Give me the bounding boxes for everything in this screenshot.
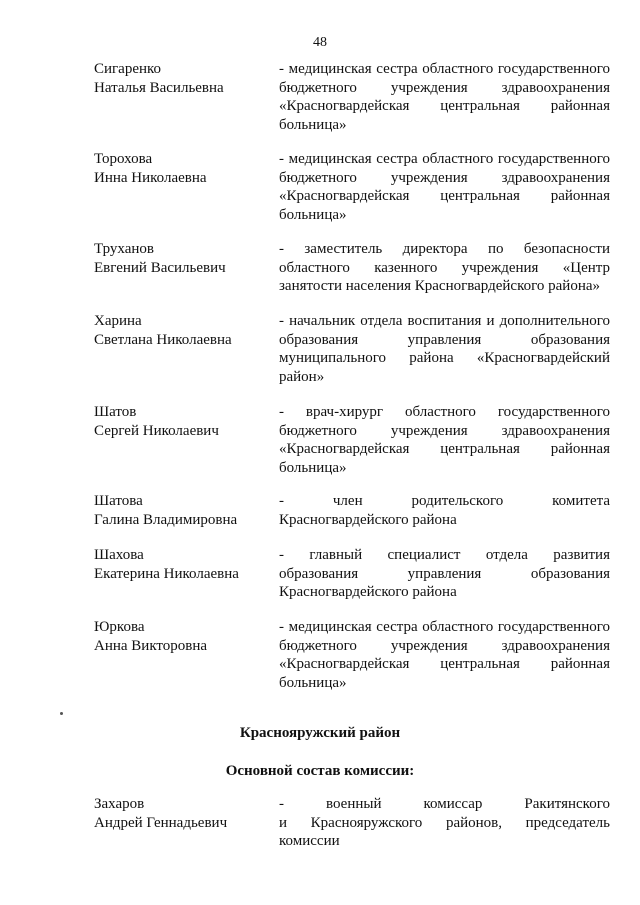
role-line: «Красногвардейская центральная районная	[279, 656, 610, 672]
role-line: больница»	[279, 674, 347, 691]
role-line: - врач-хирург областного государственного	[279, 404, 610, 420]
surname: Торохова	[94, 151, 153, 167]
role-line: - главный специалист отдела развития	[279, 547, 610, 563]
role-line: бюджетного учреждения здравоохранения	[279, 637, 610, 654]
given-names: Инна Николаевна	[94, 169, 207, 186]
role-line: комиссии	[279, 833, 340, 849]
role-line: «Красногвардейская центральная районная	[279, 188, 610, 204]
role-line: - заместитель директора по безопасности	[279, 241, 610, 257]
person-name	[94, 150, 272, 187]
given-names: Сергей Николаевич	[94, 422, 219, 439]
surname: Шатов	[94, 404, 137, 420]
role-line: - член родительского комитета	[279, 493, 610, 509]
role-description	[279, 492, 610, 529]
person-name	[94, 795, 272, 832]
given-names: Наталья Васильевна	[94, 79, 224, 96]
role-line: образования управления образования	[279, 331, 610, 348]
role-line: образования управления образования	[279, 565, 610, 582]
role-line: больница»	[279, 206, 347, 223]
role-line: - медицинская сестра областного государственного	[279, 151, 610, 167]
surname: Шахова	[94, 547, 144, 563]
role-line: областного казенного учреждения «Центр	[279, 259, 610, 276]
person-name	[94, 618, 272, 655]
page-number: 48	[313, 35, 327, 50]
surname: Шатова	[94, 493, 143, 509]
role-line: Красногвардейского района	[279, 584, 457, 600]
role-line: «Красногвардейская центральная районная	[279, 98, 610, 114]
person-name	[94, 240, 272, 277]
role-description	[279, 150, 610, 224]
role-line: больница»	[279, 116, 347, 133]
role-description	[279, 60, 610, 134]
surname: Юркова	[94, 619, 145, 635]
role-line: больница»	[279, 459, 347, 476]
role-line: Красногвардейского района	[279, 511, 457, 528]
role-description	[279, 312, 610, 386]
person-name	[94, 312, 272, 349]
person-name	[94, 546, 272, 583]
surname: Захаров	[94, 796, 145, 812]
role-line: - медицинская сестра областного государственного	[279, 61, 610, 77]
role-line: «Красногвардейская центральная районная	[279, 441, 610, 457]
role-line: - начальник отдела воспитания и дополнительного	[279, 313, 610, 329]
role-line: бюджетного учреждения здравоохранения	[279, 79, 610, 96]
role-line: район»	[279, 368, 325, 385]
given-names: Анна Викторовна	[94, 637, 208, 654]
given-names: Светлана Николаевна	[94, 331, 232, 348]
given-names: Евгений Васильевич	[94, 259, 226, 276]
role-line: - медицинская сестра областного государственного	[279, 619, 610, 635]
role-description	[279, 618, 610, 692]
given-names: Андрей Геннадьевич	[94, 814, 228, 831]
surname: Труханов	[94, 241, 154, 257]
given-names: Екатерина Николаевна	[94, 565, 239, 582]
role-description	[279, 403, 610, 477]
person-name	[94, 492, 272, 529]
given-names: Галина Владимировна	[94, 511, 238, 528]
role-line: и Краснояружского районов, председатель	[279, 814, 610, 831]
role-line: бюджетного учреждения здравоохранения	[279, 169, 610, 186]
role-description	[279, 240, 610, 296]
role-line: бюджетного учреждения здравоохранения	[279, 422, 610, 439]
role-description	[279, 795, 610, 851]
scan-speck	[60, 712, 63, 715]
district-heading: Краснояружский район	[239, 725, 401, 741]
surname: Сигаренко	[94, 61, 162, 77]
person-name	[94, 403, 272, 440]
role-line: муниципального района «Красногвардейский	[279, 350, 610, 366]
commission-heading: Основной состав комиссии:	[225, 763, 415, 779]
role-description	[279, 546, 610, 602]
role-line: - военный комиссар Ракитянского	[279, 796, 610, 812]
role-line: занятости населения Красногвардейского района»	[279, 278, 601, 294]
surname: Харина	[94, 313, 142, 329]
person-name	[94, 60, 272, 97]
